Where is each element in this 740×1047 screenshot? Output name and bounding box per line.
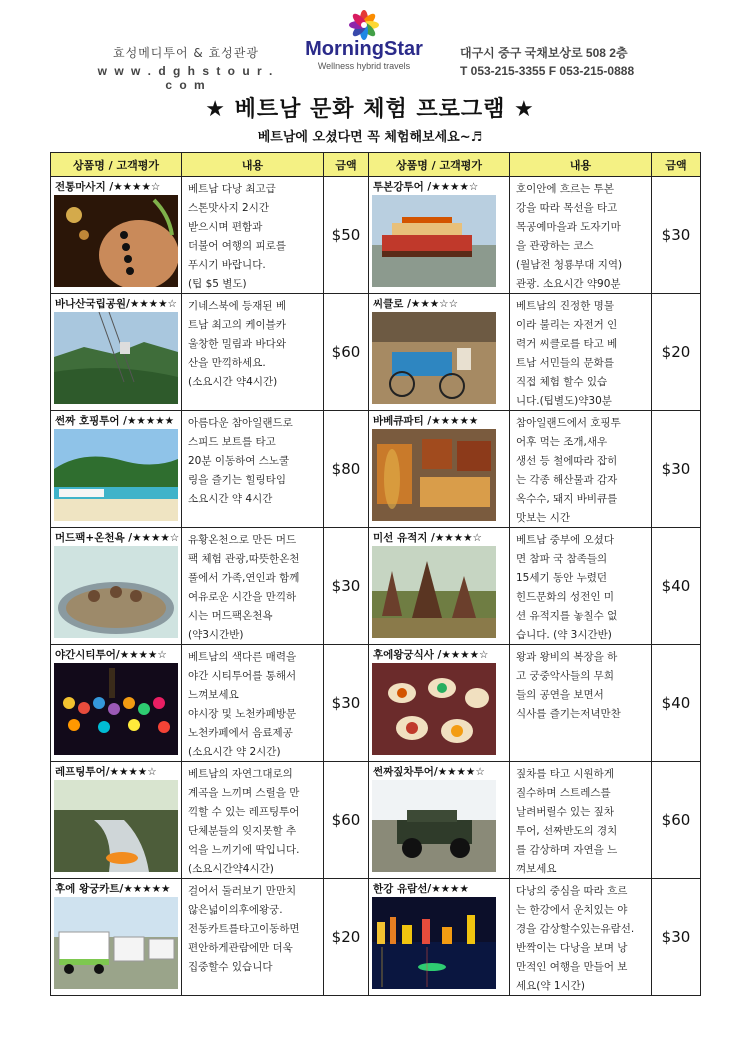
company-name: 효성메디투어 & 효성관광 [113,46,259,60]
brand-tagline: Wellness hybrid travels [317,61,411,71]
product-name: 레프팅투어/★★★★☆ [55,766,157,778]
product-description-cell [182,177,324,294]
table-row [51,879,701,996]
product-price: $60 [324,762,369,879]
product-price: $20 [324,879,369,996]
header-price: 금액 [324,153,369,177]
page-title: ★ 베트남 문화 체험 프로그램 ★ [205,97,535,122]
table-header-row [51,153,701,177]
product-description-cell [510,762,652,879]
flower-logo-icon [349,10,379,40]
product-description-cell [510,177,652,294]
product-cell [369,294,510,411]
product-name: 야간시티투어/★★★★☆ [55,649,167,661]
product-cell [51,411,182,528]
header-content: 내용 [510,153,652,177]
company-website: w w w . d g h s t o u r . c o m [97,64,275,92]
program-table [50,152,701,996]
product-name: 썬짜 호핑투어 /★★★★★ [55,415,175,427]
product-name: 전통마사지 /★★★★☆ [55,181,161,193]
product-description-cell [182,879,324,996]
product-price: $80 [324,411,369,528]
header-product: 상품명 / 고객평가 [369,153,510,177]
product-description-cell [182,645,324,762]
jeep-photo [372,780,496,872]
electric-cart-photo [54,897,178,989]
product-cell [369,411,510,528]
product-description: 왕과 왕비의 복장을 하 고 궁중악사들의 무희 들의 공연을 보면서 식사를 즐기는저녁만찬 [516,651,621,720]
product-name: 씨클로 /★★★☆☆ [373,298,458,310]
product-price: $40 [652,528,701,645]
product-name: 후에왕궁식사 /★★★★☆ [373,649,489,661]
product-name: 썬짜짚차투어/★★★★☆ [373,766,485,778]
beach-photo [54,429,178,521]
product-description: 베트남의 자연그대로의 계곡을 느끼며 스릴을 만 끽할 수 있는 레프팅투어 단체분들의 잊지못할 추 억을 느끼기에 딱입니다. (소요시간약4시간) [188,768,300,875]
product-cell [51,879,182,996]
header-price: 금액 [652,153,701,177]
header-content: 내용 [182,153,324,177]
product-name: 미선 유적지 /★★★★☆ [373,532,482,544]
river-boat-photo [372,195,496,287]
product-name: 후에 왕궁카트/★★★★★ [55,883,171,895]
page-header [0,0,740,92]
product-description-cell [182,528,324,645]
header-product: 상품명 / 고객평가 [51,153,182,177]
company-phone-fax: T 053-215-3355 F 053-215-0888 [460,64,635,78]
product-description-cell [182,294,324,411]
product-cell [51,528,182,645]
product-description-cell [182,411,324,528]
product-description-cell [510,411,652,528]
product-price: $60 [324,294,369,411]
product-description: 기네스북에 등재된 베 트남 최고의 케이블카 울창한 밀림과 바다와 산을 만끽하세요. (소요시간 약4시간) [188,300,286,388]
product-price: $30 [324,528,369,645]
product-description: 베트남의 진정한 명물 이라 불리는 자전거 인 력거 씨클로를 타고 베 트남 서민들의 문화를 직접 체험 할수 있습 니다.(팁별도)약30분 [516,300,618,407]
product-name: 바베큐파티 /★★★★★ [373,415,479,427]
product-name: 투본강투어 /★★★★☆ [373,181,479,193]
table-row [51,645,701,762]
product-description: 짚차를 타고 시원하게 질수하며 스트레스를 날려버릴수 있는 짚차 투어, 선짜반도의 경치 를 감상하며 자연을 느 껴보세요 [516,768,618,875]
product-cell [369,879,510,996]
product-cell [51,177,182,294]
cyclo-photo [372,312,496,404]
product-description: 다낭의 중심을 따라 흐르 는 한강에서 운치있는 야 경을 감상할수있는유람선. 반짝이는 다낭을 보며 낭 만적인 여행을 만들어 보 세요(약 1시간) [516,885,635,992]
brand-name: MorningStar [305,38,423,60]
table-row [51,294,701,411]
company-address: 대구시 중구 국채보상로 508 2층 [460,46,628,60]
product-cell [369,177,510,294]
table-row [51,411,701,528]
product-cell [51,294,182,411]
product-description-cell [510,294,652,411]
ruins-photo [372,546,496,638]
product-description-cell [510,879,652,996]
product-price: $30 [652,177,701,294]
product-cell [369,762,510,879]
cable-car-photo [54,312,178,404]
product-cell [369,528,510,645]
company-info [96,44,276,92]
royal-dinner-photo [372,663,496,755]
product-description-cell [510,528,652,645]
product-description-cell [182,762,324,879]
product-price: $20 [652,294,701,411]
bbq-photo [372,429,496,521]
table-row [51,528,701,645]
massage-photo [54,195,178,287]
product-price: $30 [652,411,701,528]
night-lanterns-photo [54,663,178,755]
product-name: 머드팩+온천욕 /★★★★☆ [55,532,180,544]
table-row [51,177,701,294]
table-row [51,762,701,879]
mud-bath-photo [54,546,178,638]
product-price: $60 [652,762,701,879]
product-price: $30 [652,879,701,996]
product-description: 호이안에 흐르는 투본 강을 따라 목선을 타고 목공예마을과 도자기마 을 관광하는 코스 (월남전 청룡부대 지역) 관광. 소요시간 약90분 [516,183,623,290]
product-description: 베트남 중부에 오셨다 면 참파 국 참족들의 15세기 동안 누렸던 힌드문화의 성전인 미 션 유적지를 놓칠수 없 습니다. (약 3시간반) [516,534,618,641]
product-description: 유황온천으로 만든 머드 팩 체험 관광,따뜻한온천 풀에서 가족,연인과 함께 여유로운 시간을 만끽하 시는 머드팩온천욕 (약3시간반) [188,534,300,641]
product-description: 걸어서 둘러보기 만만치 않은넓이의후에왕궁. 전동카트를타고이동하면 편안하게관람에만 더욱 집중할수 있습니다 [188,885,300,973]
product-description-cell [510,645,652,762]
morningstar-logo [296,10,432,80]
product-price: $50 [324,177,369,294]
product-description: 베트남 다낭 최고급 스톤맛사지 2시간 받으시며 편함과 더불어 여행의 피로를 푸시기 바랍니다. (팁 $5 별도) [188,183,286,290]
product-name: 한강 유람선/★★★★ [373,883,469,895]
product-description: 참아일랜드에서 호핑투 어후 먹는 조개,새우 생선 등 철에따라 잡히 는 각종 해산물과 감자 옥수수, 돼지 바비큐를 맛보는 시간 [516,417,621,524]
product-cell [369,645,510,762]
rafting-photo [54,780,178,872]
product-description: 베트남의 색다른 매력을 야간 시티투어를 통해서 느껴보세요 야시장 및 노천카페방문 노천카페에서 음료제공 (소요시간 약 2시간) [188,651,297,758]
product-price: $30 [324,645,369,762]
product-cell [51,645,182,762]
night-cruise-photo [372,897,496,989]
product-cell [51,762,182,879]
company-contact [460,44,650,78]
page-subtitle: 베트남에 오셨다면 꼭 체험해보세요~♬ [257,130,483,145]
product-price: $40 [652,645,701,762]
product-description: 아름다운 참아일랜드로 스피드 보트를 타고 20분 이동하여 스노쿨 링을 즐기는 힐링타임 소요시간 약 4시간 [188,417,293,505]
product-name: 바나산국립공원/★★★★☆ [55,298,177,310]
